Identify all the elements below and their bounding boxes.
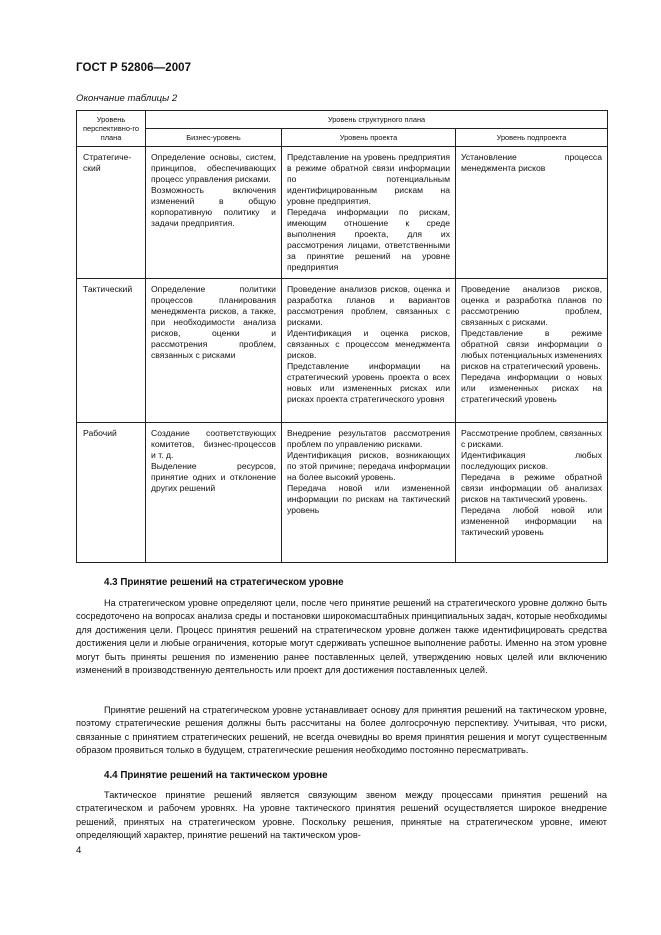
cell-text: Передача любой новой или измененной информации на тактический уровень xyxy=(461,505,603,537)
cell-text: Идентификация и оценка рисков, связанных с процессом менеджмента рисков. xyxy=(287,328,450,360)
paragraph: Тактическое принятие решений является связующим звеном между процессами принятия решений на стратегическом и рабочем уровнях. На уровне тактического принятия решений осуществляется широкое внедрение решений, принятых на стратегическом уровне. Поскольку решения, принятые на стратегическом уровне, имеют определяющий характер, принятие решений на тактическом уров- xyxy=(76,790,607,841)
cell-text: Передача в режиме обратной связи информации об анализах рисков на тактический уровень. xyxy=(461,472,603,504)
cell-text: Передача информации по рискам, имеющим отношение к среде выполнения проекта, для их рассмотрения лицами, ответственными за принятие решений на уровне предприятия xyxy=(287,207,450,272)
cell-text: Передача информации о новых или измененных рисках на стратегический уровень xyxy=(461,372,603,404)
cell-text: Рассмотрение проблем, связанных с рисками. xyxy=(461,428,603,449)
cell-subproject xyxy=(456,279,608,423)
header-project: Уровень проекта xyxy=(282,129,456,147)
page-number: 4 xyxy=(76,845,82,856)
paragraph: На стратегическом уровне определяют цели, после чего принятие решений на стратегического уровне должно быть сосредоточено на вопросах анализа среды и постановки широкомасштабных принципиальных задач, которые необходимы для достижения цели. Процесс принятия решений на стратегическом уровне должен также идентифицировать средства достижения цели и любые ограничения, которые могут сдерживать успешное выполнение работы. Именно на этом уровне могут быть приняты решения по изменению ранее поставленных целей, утверждению новых целей или включению изменений в производственную деятельность или проект для достижения поставленных целей. xyxy=(76,598,607,676)
cell-text: Представление информации на стратегический уровень проекта о всех новых или измененных рисках или рисках проекта стратегического уровня xyxy=(287,361,450,404)
levels-table xyxy=(76,110,608,563)
table-row xyxy=(77,423,608,563)
row-level-operational: Рабочий xyxy=(77,423,146,563)
cell-text: Возможность включения изменений в общую корпоративную политику и задачи предприятия. xyxy=(151,185,276,228)
cell-text: Определение политики процессов планирования менеджмента рисков, а также, при необходимости анализа рисков, оценки и рассмотрения проблем, связанных с рисками xyxy=(151,284,276,360)
cell-text: Проведение анализов рисков, оценка и разработка планов по рассмотрению проблем, связанных с рисками. xyxy=(461,284,603,327)
header-structural-level: Уровень структурного плана xyxy=(146,111,608,129)
header-business: Бизнес-уровень xyxy=(146,129,282,147)
cell-text: Передача новой или измененной информации по рискам на тактический уровень xyxy=(287,483,450,515)
header-planning-level: Уровень перспективно-го плана xyxy=(77,111,146,147)
cell-business xyxy=(146,423,282,563)
cell-text: Выделение ресурсов, принятие одних и отклонение других решений xyxy=(151,461,276,493)
cell-project xyxy=(282,423,456,563)
cell-text: Проведение анализов рисков, оценка и разработка планов и вариантов рассмотрения проблем, связанных с рисками. xyxy=(287,284,450,327)
cell-project xyxy=(282,279,456,423)
standard-header: ГОСТ Р 52806—2007 xyxy=(76,62,192,74)
table-caption: Окончание таблицы 2 xyxy=(76,93,178,104)
section-heading-strategic: 4.3 Принятие решений на стратегическом уровне xyxy=(104,577,344,588)
cell-subproject xyxy=(456,423,608,563)
cell-text: Установление процесса менеджмента рисков xyxy=(461,152,603,173)
cell-text: Создание соответствующих комитетов, бизнес-процессов и т. д. xyxy=(151,428,276,460)
section-heading-tactical: 4.4 Принятие решений на тактическом уровне xyxy=(104,770,328,781)
paragraph: Принятие решений на стратегическом уровне устанавливает основу для принятия решений на тактическом уровне, поэтому стратегические решения должны быть рассчитаны на более долгосрочную перспективу. Учитывая, что риски, связанные с принятием стратегических решений, не всегда очевидны во время принятия решения и могут существенным образом проявиться только в будущем, стратегические решения необходимо постоянно пересматривать. xyxy=(76,705,607,756)
cell-text: Представление в режиме обратной связи информации о любых потенциальных изменениях рисков на стратегический уровень. xyxy=(461,328,603,371)
cell-subproject xyxy=(456,147,608,279)
row-level-tactical: Тактический xyxy=(77,279,146,423)
cell-text: Идентификация любых последующих рисков. xyxy=(461,450,603,471)
header-subproject: Уровень подпроекта xyxy=(456,129,608,147)
table-row xyxy=(77,147,608,279)
table-row xyxy=(77,279,608,423)
cell-text: Идентификация рисков, возникающих по этой причине; передача информации на более высокий уровень. xyxy=(287,450,450,482)
cell-business xyxy=(146,279,282,423)
cell-text: Внедрение результатов рассмотрения проблем по управлению рисками. xyxy=(287,428,450,449)
cell-business xyxy=(146,147,282,279)
row-level-strategic: Стратегиче-ский xyxy=(77,147,146,279)
cell-text: Определение основы, систем, принципов, обеспечивающих процесс управления рисками. xyxy=(151,152,276,184)
cell-project xyxy=(282,147,456,279)
cell-text: Представление на уровень предприятия в режиме обратной связи информации по потенциальным идентифицированным рискам на уровне предприятия. xyxy=(287,152,450,206)
